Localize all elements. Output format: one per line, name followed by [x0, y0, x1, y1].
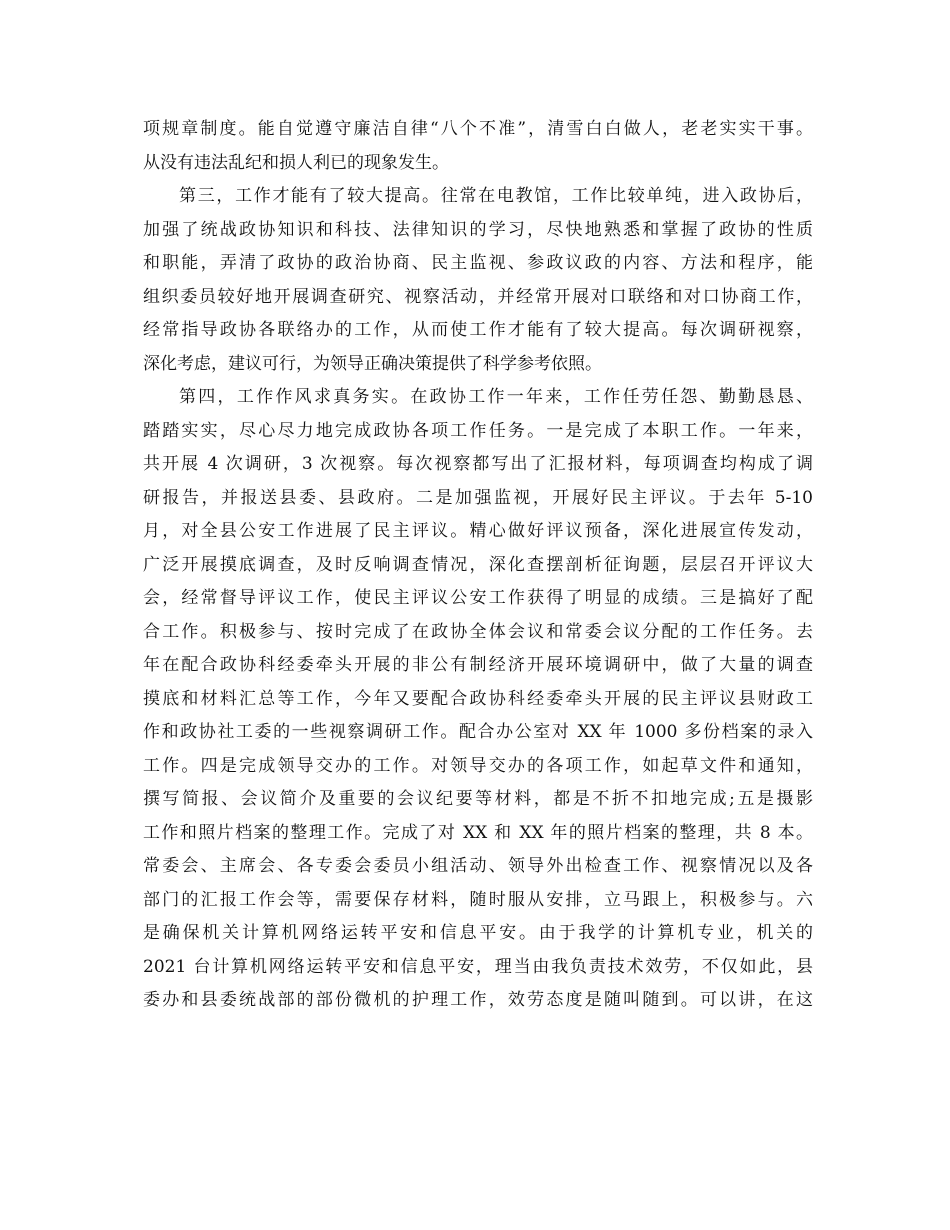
paragraph-line: 月，对全县公安工作进展了民主评议。精心做好评议预备，深化进展宣传发动，: [143, 521, 813, 541]
paragraph-line: 项规章制度。能自觉遵守廉洁自律“八个不准”，清雪白白做人，老老实实干事。: [143, 119, 813, 139]
paragraph-line: 工作。四是完成领导交办的工作。对领导交办的各项工作，如起草文件和通知，: [143, 755, 813, 776]
paragraph-line: 第三，工作才能有了较大提高。往常在电教馆，工作比较单纯，进入政协后，: [179, 186, 813, 206]
paragraph-line: 研报告，并报送县委、县政府。二是加强监视，开展好民主评议。于去年 5-10: [143, 487, 813, 508]
paragraph-line: 2021 台计算机网络运转平安和信息平安，理当由我负责技术效劳，不仅如此，县: [143, 956, 813, 977]
paragraph-line: 共开展 4 次调研，3 次视察。每次视察都写出了汇报材料，每项调查均构成了调: [143, 454, 813, 474]
paragraph-line: 经常指导政协各联络办的工作，从而使工作才能有了较大提高。每次调研视察，: [143, 320, 813, 340]
paragraph-line: 加强了统战政协知识和科技、法律知识的学习，尽快地熟悉和掌握了政协的性质: [143, 219, 813, 240]
paragraph-line: 工作和照片档案的整理工作。完成了对 XX 和 XX 年的照片档案的整理，共 8 本。: [143, 822, 813, 843]
paragraph-line: 委办和县委统战部的部份微机的护理工作，效劳态度是随叫随到。可以讲，在这: [143, 990, 813, 1010]
paragraph-line: 摸底和材料汇总等工作，今年又要配合政协科经委牵头开展的民主评议县财政工: [143, 688, 813, 709]
paragraph-line: 广泛开展摸底调查，及时反响调查情况，深化查摆剖析征询题，层层召开评议大: [143, 554, 813, 575]
paragraph-line: 深化考虑，建议可行，为领导正确决策提供了科学参考依照。: [143, 353, 602, 374]
paragraph-line: 和职能，弄清了政协的政治协商、民主监视、参政议政的内容、方法和程序，能: [143, 253, 813, 273]
paragraph-line: 合工作。积极参与、按时完成了在政协全体会议和常委会议分配的工作任务。去: [143, 621, 813, 642]
document-body: [143, 113, 813, 1018]
paragraph-line: 是确保机关计算机网络运转平安和信息平安。由于我学的计算机专业，机关的: [143, 923, 813, 943]
paragraph-line: 第四，工作作风求真务实。在政协工作一年来，工作任劳任怨、勤勤恳恳、: [179, 387, 813, 407]
paragraph-line: 从没有违法乱纪和损人利已的现象发生。: [143, 152, 449, 173]
paragraph-line: 部门的汇报工作会等，需要保存材料，随时服从安排，立马跟上，积极参与。六: [143, 889, 813, 910]
paragraph-line: 踏踏实实，尽心尽力地完成政协各项工作任务。一是完成了本职工作。一年来，: [143, 420, 813, 441]
paragraph-line: 常委会、主席会、各专委会委员小组活动、领导外出检查工作、视察情况以及各: [143, 856, 813, 876]
paragraph-line: 组织委员较好地开展调查研究、视察活动，并经常开展对口联络和对口协商工作，: [143, 286, 813, 307]
paragraph-line: 撰写简报、会议简介及重要的会议纪要等材料，都是不折不扣地完成;五是摄影: [143, 789, 813, 809]
paragraph-line: 年在配合政协科经委牵头开展的非公有制经济开展环境调研中，做了大量的调查: [143, 655, 813, 675]
paragraph-line: 会，经常督导评议工作，使民主评议公安工作获得了明显的成绩。三是搞好了配: [143, 588, 813, 608]
paragraph-line: 作和政协社工委的一些视察调研工作。配合办公室对 XX 年 1000 多份档案的录入: [143, 722, 813, 742]
